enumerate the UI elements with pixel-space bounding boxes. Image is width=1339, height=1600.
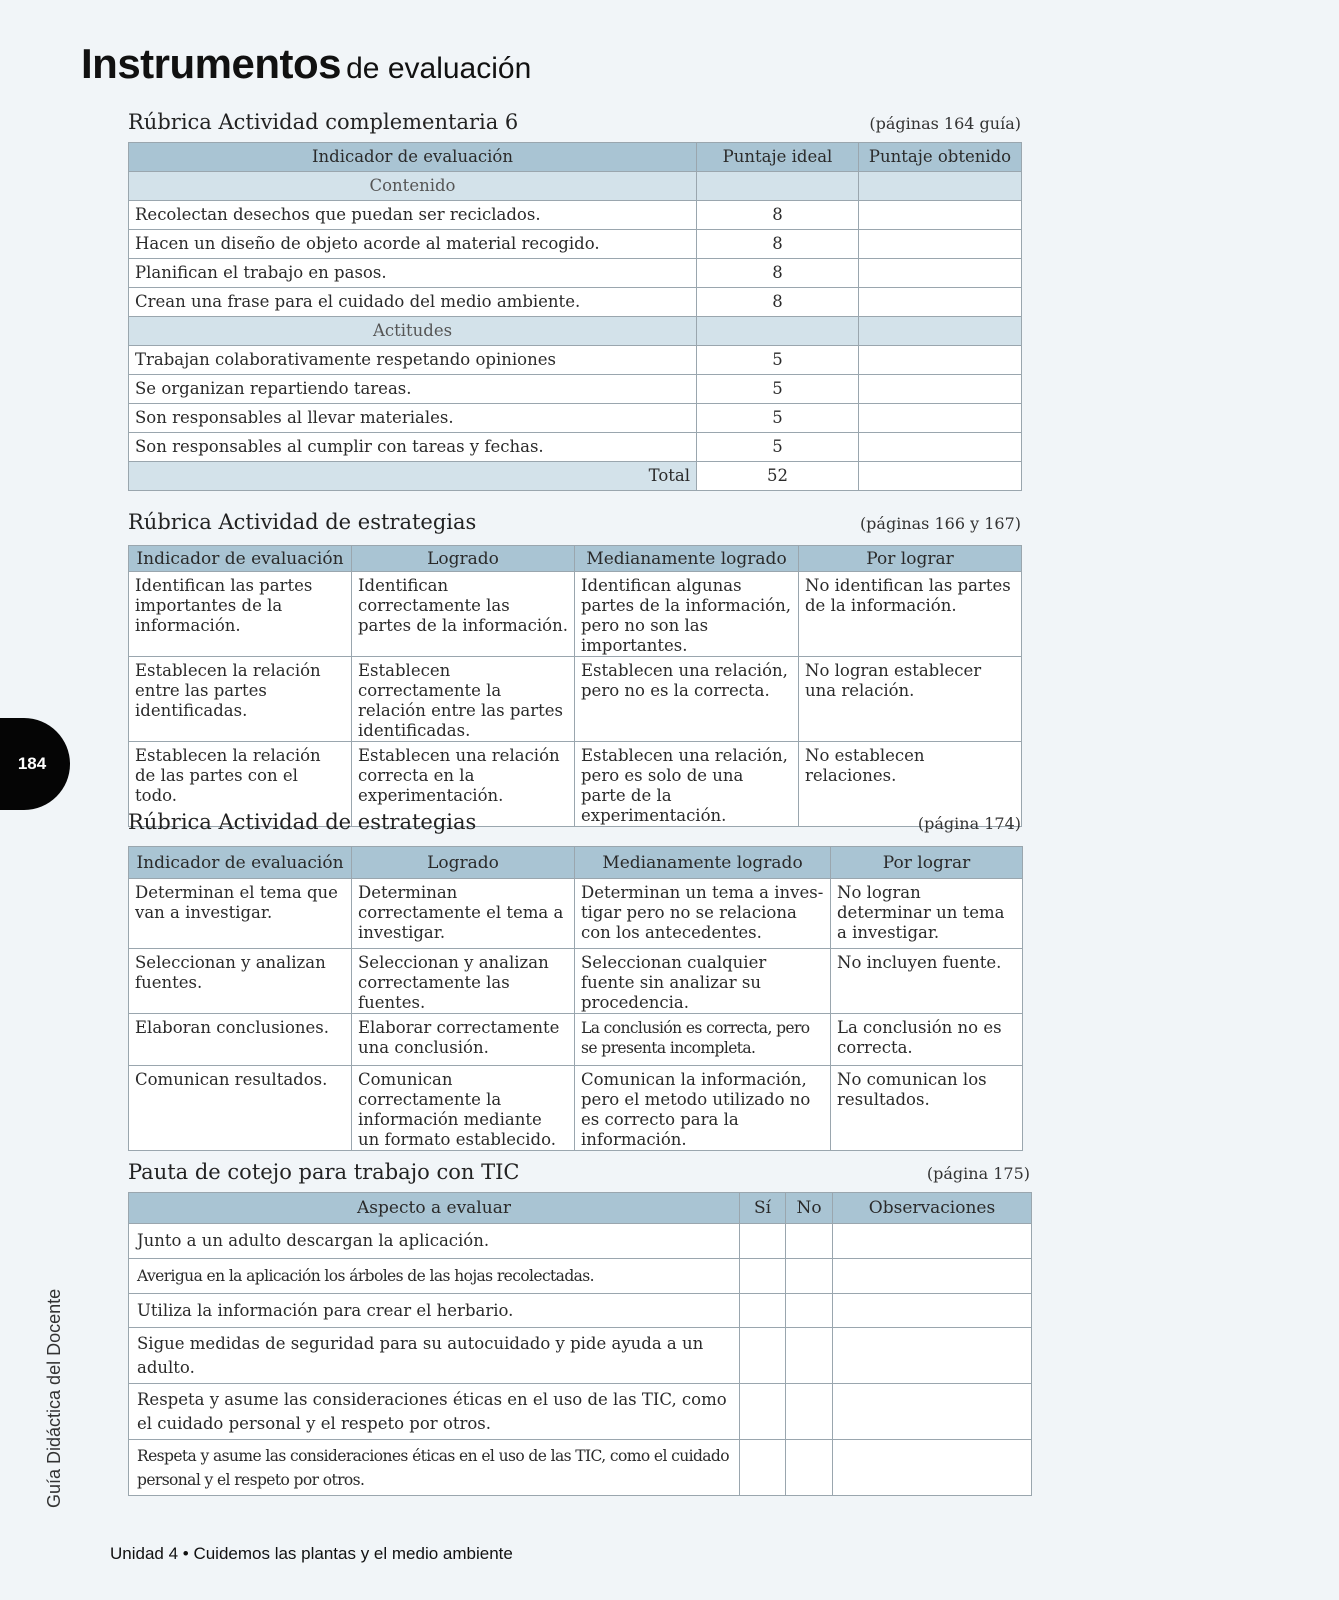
header-cell: Logrado (352, 546, 575, 572)
group-row (129, 317, 1022, 346)
checklist-row (129, 1384, 1032, 1440)
rubric2-header (128, 510, 1021, 538)
score-cell: 5 (697, 375, 859, 404)
checklist-title: Pauta de cotejo para trabajo con TIC (128, 1160, 520, 1184)
table-row (129, 288, 1022, 317)
page-title-bold: Instrumentos (81, 40, 342, 87)
indicator-cell: Establecen la relación entre las partes identificadas. (129, 657, 352, 742)
rubric2-pages: (páginas 166 y 167) (859, 514, 1021, 533)
achieved-cell: Seleccionan y analizan correctamente las fuentes. (352, 949, 575, 1014)
observations-cell[interactable] (833, 1440, 1032, 1496)
side-label: Guía Didáctica del Docente (44, 1288, 64, 1508)
page-number-tab: 184 (0, 718, 70, 810)
rubric3-title: Rúbrica Actividad de estrategias (128, 810, 477, 834)
score-cell: 8 (697, 230, 859, 259)
partial-cell: Establecen una relación, pero no es la correcta. (575, 657, 799, 742)
table-row (129, 572, 1022, 657)
rubric2-table (128, 545, 1022, 827)
achieved-cell: Comunican correctamente la información mediante un formato establecido. (352, 1066, 575, 1151)
obtained-cell[interactable] (859, 288, 1022, 317)
no-cell[interactable] (786, 1294, 833, 1328)
achieved-cell: Identifican correctamente las partes de la información. (352, 572, 575, 657)
obtained-cell[interactable] (859, 346, 1022, 375)
indicator-cell: Establecen la relación de las partes con el todo. (129, 742, 352, 827)
checklist-row (129, 1328, 1032, 1384)
partial-cell: Determinan un tema a inves-tigar pero no se relaciona con los antecedentes. (575, 879, 831, 949)
table-row (129, 201, 1022, 230)
no-cell[interactable] (786, 1259, 833, 1294)
header-cell: Sí (740, 1193, 786, 1224)
no-cell[interactable] (786, 1440, 833, 1496)
indicator-cell: Seleccionan y analizan fuentes. (129, 949, 352, 1014)
header-cell: Indicador de evaluación (129, 546, 352, 572)
aspect-cell: Sigue medidas de seguridad para su autocuidado y pide ayuda a un adulto. (129, 1328, 740, 1384)
header-cell: Logrado (352, 847, 575, 879)
observations-cell[interactable] (833, 1259, 1032, 1294)
partial-cell: Comunican la información, pero el metodo utilizado no es correcto para la información. (575, 1066, 831, 1151)
aspect-cell: Junto a un adulto descargan la aplicación. (129, 1224, 740, 1259)
indicator-cell: Comunican resultados. (129, 1066, 352, 1151)
table-row (129, 404, 1022, 433)
indicator-cell: Recolectan desechos que puedan ser reciclados. (129, 201, 697, 230)
achieved-cell: Establecen correctamente la relación entre las partes identificadas. (352, 657, 575, 742)
observations-cell[interactable] (833, 1294, 1032, 1328)
header-cell: Medianamente logrado (575, 546, 799, 572)
indicator-cell: Elaboran conclusiones. (129, 1014, 352, 1066)
rubric1-title: Rúbrica Actividad complementaria 6 (128, 110, 519, 134)
table-row (129, 230, 1022, 259)
checklist-row (129, 1259, 1032, 1294)
table-row (129, 879, 1023, 949)
table-row (129, 949, 1023, 1014)
partial-cell: Establecen una relación, pero es solo de una parte de la experimentación. (575, 742, 799, 827)
group-row (129, 172, 1022, 201)
score-cell: 8 (697, 201, 859, 230)
obtained-cell[interactable] (859, 375, 1022, 404)
group-label: Contenido (129, 172, 697, 201)
observations-cell[interactable] (833, 1224, 1032, 1259)
checklist-header-row (129, 1193, 1032, 1224)
no-cell[interactable] (786, 1224, 833, 1259)
obtained-cell[interactable] (859, 259, 1022, 288)
checklist-row (129, 1440, 1032, 1496)
page-title-rest: de evaluación (346, 52, 532, 85)
no-cell[interactable] (786, 1384, 833, 1440)
no-cell[interactable] (786, 1328, 833, 1384)
checklist-row (129, 1224, 1032, 1259)
yes-cell[interactable] (740, 1224, 786, 1259)
header-cell: Observaciones (833, 1193, 1032, 1224)
pending-cell: La conclusión no es correcta. (831, 1014, 1023, 1066)
header-cell: Por lograr (831, 847, 1023, 879)
rubric3-header (128, 810, 1021, 838)
rubric1-pages: (páginas 164 guía) (869, 114, 1021, 133)
obtained-cell[interactable] (859, 201, 1022, 230)
header-cell: Por lograr (799, 546, 1022, 572)
observations-cell[interactable] (833, 1384, 1032, 1440)
pending-cell: No logran establecer una relación. (799, 657, 1022, 742)
achieved-cell: Determinan correctamente el tema a investigar. (352, 879, 575, 949)
total-label: Total (129, 462, 697, 491)
checklist-row (129, 1294, 1032, 1328)
pending-cell: No identifican las partes de la información. (799, 572, 1022, 657)
header-cell: Indicador de evaluación (129, 143, 697, 172)
table-row (129, 433, 1022, 462)
rubric1-header-row (129, 143, 1022, 172)
indicator-cell: Hacen un diseño de objeto acorde al material recogido. (129, 230, 697, 259)
achieved-cell: Elaborar correctamente una conclusión. (352, 1014, 575, 1066)
achieved-cell: Establecen una relación correcta en la experimentación. (352, 742, 575, 827)
pending-cell: No comunican los resultados. (831, 1066, 1023, 1151)
indicator-cell: Identifican las partes importantes de la información. (129, 572, 352, 657)
indicator-cell: Trabajan colaborativamente respetando opiniones (129, 346, 697, 375)
aspect-cell: Respeta y asume las consideraciones éticas en el uso de las TIC, como el cuidado personal y el respeto por otros. (129, 1440, 740, 1496)
page-title (81, 40, 531, 88)
score-cell: 8 (697, 288, 859, 317)
score-cell: 5 (697, 404, 859, 433)
header-cell: Puntaje obtenido (859, 143, 1022, 172)
rubric1-table (128, 142, 1022, 491)
total-obtained-cell[interactable] (859, 462, 1022, 491)
rubric2-title: Rúbrica Actividad de estrategias (128, 510, 477, 534)
table-row (129, 375, 1022, 404)
rubric2-header-row (129, 546, 1022, 572)
header-cell: Aspecto a evaluar (129, 1193, 740, 1224)
yes-cell[interactable] (740, 1440, 786, 1496)
header-cell: Medianamente logrado (575, 847, 831, 879)
observations-cell[interactable] (833, 1328, 1032, 1384)
table-row (129, 346, 1022, 375)
obtained-cell[interactable] (859, 230, 1022, 259)
checklist-table (128, 1192, 1032, 1496)
score-cell: 8 (697, 259, 859, 288)
rubric1-header (128, 110, 1021, 138)
yes-cell[interactable] (740, 1384, 786, 1440)
header-cell: No (786, 1193, 833, 1224)
group-label: Actitudes (129, 317, 697, 346)
indicator-cell: Determinan el tema que van a investigar. (129, 879, 352, 949)
total-value: 52 (697, 462, 859, 491)
header-cell: Indicador de evaluación (129, 847, 352, 879)
table-row (129, 1066, 1023, 1151)
yes-cell[interactable] (740, 1328, 786, 1384)
pending-cell: No establecen relaciones. (799, 742, 1022, 827)
indicator-cell: Son responsables al llevar materiales. (129, 404, 697, 433)
aspect-cell: Averigua en la aplicación los árboles de las hojas recolectadas. (129, 1259, 740, 1294)
footer: Unidad 4 • Cuidemos las plantas y el medio ambiente (110, 1544, 513, 1563)
checklist-header (128, 1160, 1030, 1188)
pending-cell: No incluyen fuente. (831, 949, 1023, 1014)
partial-cell: Identifican algunas partes de la información, pero no son las importantes. (575, 572, 799, 657)
partial-cell: La conclusión es correcta, pero se presenta incompleta. (575, 1014, 831, 1066)
rubric3-pages: (página 174) (917, 814, 1021, 833)
table-row (129, 657, 1022, 742)
pending-cell: No logran determinar un tema a investigar. (831, 879, 1023, 949)
aspect-cell: Respeta y asume las consideraciones éticas en el uso de las TIC, como el cuidado personal y el respeto por otros. (129, 1384, 740, 1440)
header-cell: Puntaje ideal (697, 143, 859, 172)
indicator-cell: Crean una frase para el cuidado del medio ambiente. (129, 288, 697, 317)
yes-cell[interactable] (740, 1259, 786, 1294)
checklist-pages: (página 175) (926, 1164, 1030, 1183)
partial-cell: Seleccionan cualquier fuente sin analizar su procedencia. (575, 949, 831, 1014)
score-cell: 5 (697, 433, 859, 462)
obtained-cell[interactable] (859, 433, 1022, 462)
obtained-cell[interactable] (859, 404, 1022, 433)
rubric3-table (128, 846, 1023, 1151)
total-row (129, 462, 1022, 491)
indicator-cell: Se organizan repartiendo tareas. (129, 375, 697, 404)
rubric3-header-row (129, 847, 1023, 879)
indicator-cell: Planifican el trabajo en pasos. (129, 259, 697, 288)
aspect-cell: Utiliza la información para crear el herbario. (129, 1294, 740, 1328)
score-cell: 5 (697, 346, 859, 375)
table-row (129, 259, 1022, 288)
table-row (129, 1014, 1023, 1066)
yes-cell[interactable] (740, 1294, 786, 1328)
indicator-cell: Son responsables al cumplir con tareas y fechas. (129, 433, 697, 462)
